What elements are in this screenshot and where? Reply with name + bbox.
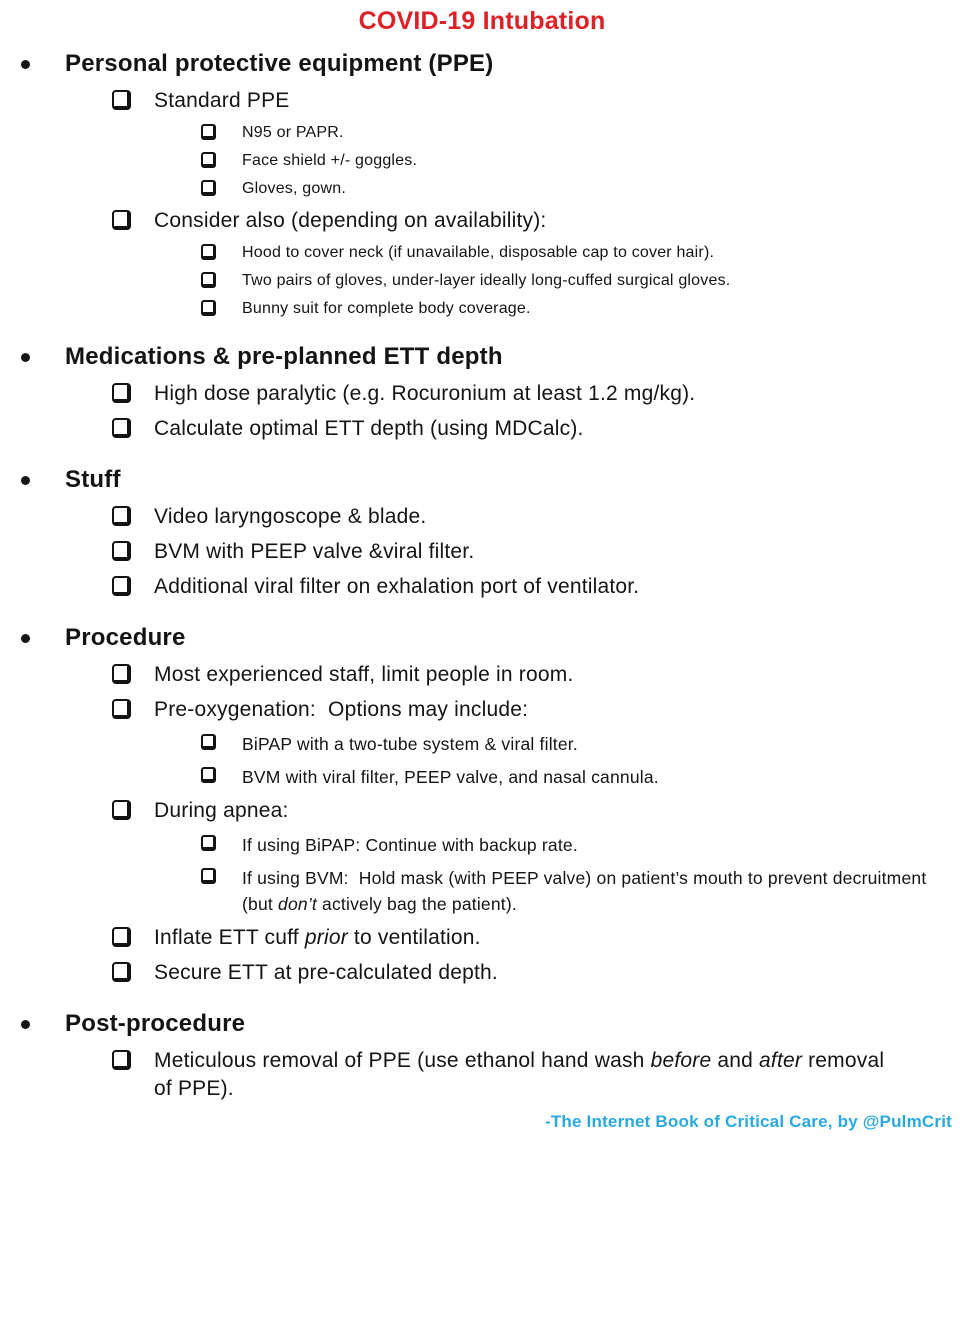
checklist-item: [0, 865, 964, 917]
section-heading: Personal protective equipment (PPE): [65, 50, 494, 77]
checklist-item-label: [154, 207, 546, 235]
checklist-item: [0, 696, 964, 724]
checkbox-icon[interactable]: [112, 664, 131, 684]
section-heading: Medications & pre-planned ETT depth: [65, 343, 503, 370]
checklist-item-label: [154, 538, 474, 566]
text-segment: Pre-oxygenation: Options may include:: [154, 698, 529, 721]
checklist-item: [0, 150, 964, 172]
text-segment: Standard PPE: [154, 89, 290, 112]
checklist-item-label: [242, 865, 958, 917]
checklist-item-label: [242, 764, 659, 790]
checklist-item-label: [154, 380, 695, 408]
checkbox-icon[interactable]: [201, 835, 216, 851]
checklist-item: [0, 270, 964, 292]
italic-text: prior: [304, 926, 348, 949]
checklist-item: [0, 538, 964, 566]
checklist-item: [0, 87, 964, 115]
text-segment: If using BiPAP: Continue with backup rate.: [242, 835, 578, 855]
section: [0, 464, 964, 601]
text-segment: Consider also (depending on availability):: [154, 209, 547, 232]
checklist-item: [0, 764, 964, 790]
checklist-item-label: [154, 503, 426, 531]
bullet-icon: [21, 634, 30, 643]
checklist-item-label: [242, 298, 531, 320]
text-segment: High dose paralytic (e.g. Rocuronium at least 1.2 mg/kg).: [154, 382, 696, 405]
checklist-item-label: [154, 696, 528, 724]
text-segment: and: [711, 1049, 760, 1072]
checklist-item-label: [154, 959, 498, 987]
section-heading-row: [0, 622, 964, 654]
bullet-icon: [21, 1020, 30, 1029]
checklist-item-label: [154, 415, 584, 443]
checklist-item-label: [154, 797, 289, 825]
checkbox-icon[interactable]: [112, 541, 131, 561]
checklist-item: [0, 731, 964, 757]
checkbox-icon[interactable]: [112, 927, 131, 947]
checklist: [0, 48, 964, 1103]
checkbox-icon[interactable]: [112, 90, 131, 110]
checklist-item: [0, 924, 964, 952]
section-heading-row: [0, 464, 964, 496]
text-segment: If using BVM: Hold mask (with PEEP valve) on patient’s mouth to prevent decruitment (but: [242, 868, 932, 914]
checkbox-icon[interactable]: [112, 210, 131, 230]
text-segment: BiPAP with a two-tube system & viral filter.: [242, 734, 578, 754]
checkbox-icon[interactable]: [201, 244, 216, 260]
italic-text: before: [650, 1049, 712, 1072]
checklist-item: [0, 503, 964, 531]
bullet-icon: [21, 60, 30, 69]
checkbox-icon[interactable]: [112, 962, 131, 982]
checklist-item: [0, 959, 964, 987]
checkbox-icon[interactable]: [201, 868, 216, 884]
section: [0, 1008, 964, 1103]
section: [0, 622, 964, 987]
checkbox-icon[interactable]: [112, 418, 131, 438]
text-segment: Meticulous removal of PPE (use ethanol hand wash: [154, 1049, 651, 1072]
checklist-item: [0, 122, 964, 144]
italic-text: don’t: [278, 894, 317, 914]
italic-text: after: [759, 1049, 803, 1072]
checklist-item-label: [154, 924, 481, 952]
checklist-item-label: [242, 150, 417, 172]
checklist-item-label: [242, 178, 346, 200]
text-segment: Additional viral filter on exhalation port of ventilator.: [154, 575, 640, 598]
checkbox-icon[interactable]: [201, 300, 216, 316]
checklist-item: [0, 298, 964, 320]
checkbox-icon[interactable]: [112, 576, 131, 596]
checkbox-icon[interactable]: [112, 699, 131, 719]
text-segment: to ventilation.: [347, 926, 481, 949]
text-segment: removal of PPE).: [154, 1049, 891, 1100]
text-segment: Secure ETT at pre-calculated depth.: [154, 961, 498, 984]
checklist-item-label: [242, 270, 730, 292]
text-segment: Calculate optimal ETT depth (using MDCalc).: [154, 417, 584, 440]
checklist-item: [0, 1047, 964, 1103]
checkbox-icon[interactable]: [112, 800, 131, 820]
section-heading: Procedure: [65, 624, 186, 651]
checklist-item: [0, 661, 964, 689]
checkbox-icon[interactable]: [112, 1050, 131, 1070]
text-segment: Hood to cover neck (if unavailable, disposable cap to cover hair).: [242, 244, 715, 261]
text-segment: Video laryngoscope & blade.: [154, 505, 427, 528]
checklist-item: [0, 415, 964, 443]
text-segment: Face shield +/- goggles.: [242, 152, 418, 169]
checklist-item-label: [154, 1047, 894, 1103]
bullet-icon: [21, 353, 30, 362]
checklist-item: [0, 797, 964, 825]
checkbox-icon[interactable]: [112, 383, 131, 403]
text-segment: Gloves, gown.: [242, 180, 346, 197]
checklist-item-label: [154, 87, 290, 115]
text-segment: Bunny suit for complete body coverage.: [242, 300, 531, 317]
section-heading-row: [0, 341, 964, 373]
checklist-item-label: [242, 122, 344, 144]
checklist-item-label: [242, 242, 714, 264]
checkbox-icon[interactable]: [201, 180, 216, 196]
checklist-item-label: [242, 731, 578, 757]
checkbox-icon[interactable]: [201, 767, 216, 783]
checkbox-icon[interactable]: [201, 272, 216, 288]
checkbox-icon[interactable]: [112, 506, 131, 526]
text-segment: BVM with viral filter, PEEP valve, and nasal cannula.: [242, 767, 659, 787]
text-segment: N95 or PAPR.: [242, 124, 344, 141]
section-heading-row: [0, 1008, 964, 1040]
text-segment: Inflate ETT cuff: [154, 926, 305, 949]
checklist-item: [0, 242, 964, 264]
checkbox-icon[interactable]: [201, 734, 216, 750]
checkbox-icon[interactable]: [201, 152, 216, 168]
checklist-item: [0, 573, 964, 601]
checklist-item: [0, 380, 964, 408]
section-heading-row: [0, 48, 964, 80]
section: [0, 341, 964, 443]
checklist-item-label: [154, 573, 639, 601]
section-heading: Stuff: [65, 466, 121, 493]
text-segment: Most experienced staff, limit people in room.: [154, 663, 574, 686]
page-title: COVID-19 Intubation: [358, 7, 606, 35]
attribution-footer: -The Internet Book of Critical Care, by @PulmCrit: [544, 1112, 952, 1131]
checklist-item: [0, 207, 964, 235]
text-segment: actively bag the patient).: [316, 894, 517, 914]
text-segment: BVM with PEEP valve &viral filter.: [154, 540, 475, 563]
checklist-item: [0, 178, 964, 200]
checklist-item-label: [154, 661, 573, 689]
text-segment: Two pairs of gloves, under-layer ideally long-cuffed surgical gloves.: [242, 272, 731, 289]
section: [0, 48, 964, 320]
bullet-icon: [21, 476, 30, 485]
checkbox-icon[interactable]: [201, 124, 216, 140]
checklist-item: [0, 832, 964, 858]
checklist-item-label: [242, 832, 578, 858]
text-segment: During apnea:: [154, 799, 289, 822]
section-heading: Post-procedure: [65, 1010, 246, 1037]
